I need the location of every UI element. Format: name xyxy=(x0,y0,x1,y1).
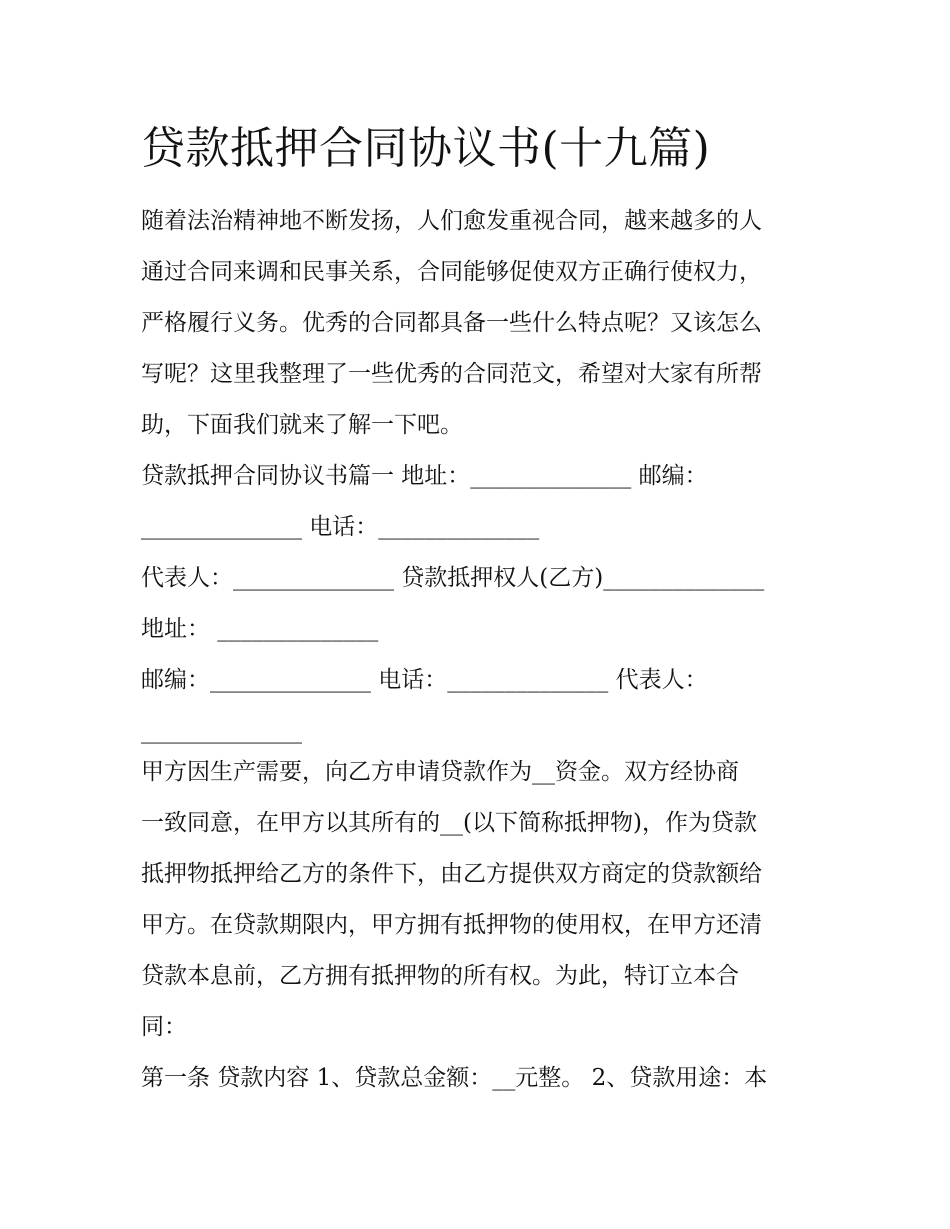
paragraph-line: ______________ 电话：______________ xyxy=(141,514,540,540)
paragraph-line: 随着法治精神地不断发扬，人们愈发重视合同，越来越多的人 xyxy=(141,208,762,234)
paragraph-line: 甲方。在贷款期限内，甲方拥有抵押物的使用权，在甲方还清 xyxy=(141,912,762,938)
paragraph-line: 通过合同来调和民事关系，合同能够促使双方正确行使权力， xyxy=(141,259,762,285)
paragraph-line: 地址： ______________ xyxy=(141,616,379,642)
paragraph-line: ______________ xyxy=(141,718,302,744)
paragraph-line: 代表人：______________ 贷款抵押权人(乙方)______________ xyxy=(141,565,765,591)
paragraph-line: 贷款抵押合同协议书篇一 地址：______________ 邮编： xyxy=(141,463,708,489)
paragraph-line: 一致同意，在甲方以其所有的__(以下简称抵押物)，作为贷款 xyxy=(141,810,757,836)
paragraph-line: 助，下面我们就来了解一下吧。 xyxy=(141,412,463,438)
paragraph-line: 邮编：______________ 电话：______________ 代表人： xyxy=(141,667,708,693)
paragraph-line: 甲方因生产需要，向乙方申请贷款作为__资金。双方经协商 xyxy=(141,759,739,785)
paragraph-line: 严格履行义务。优秀的合同都具备一些什么特点呢？又该怎么 xyxy=(141,310,762,336)
paragraph-line: 写呢？这里我整理了一些优秀的合同范文，希望对大家有所帮 xyxy=(141,361,762,387)
paragraph-line: 抵押物抵押给乙方的条件下，由乙方提供双方商定的贷款额给 xyxy=(141,861,762,887)
paragraph-line: 同： xyxy=(141,1014,187,1040)
paragraph-line: 贷款本息前，乙方拥有抵押物的所有权。为此，特订立本合 xyxy=(141,963,739,989)
paragraph-line: 第一条 贷款内容 1、贷款总金额：__元整。 2、贷款用途：本 xyxy=(141,1065,768,1091)
document-title: 贷款抵押合同协议书(十九篇) xyxy=(141,123,711,174)
